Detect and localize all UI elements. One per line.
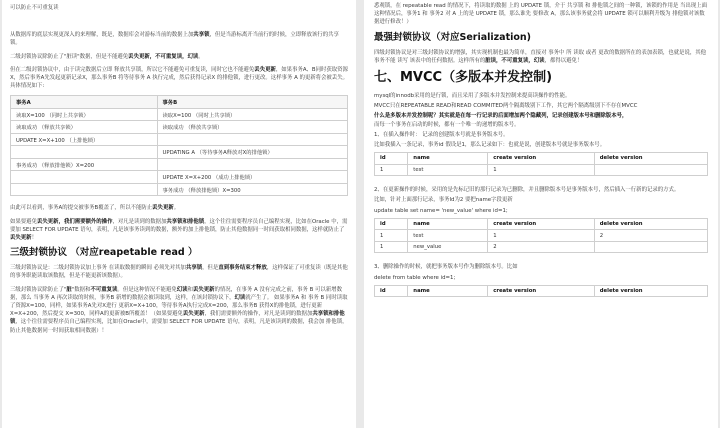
- paragraph-mvcc-def: 什么是多版本并发控制呢？其实就是在每一行记录的后面增加两个隐藏列，记录创建版本号和删除版本号， 而每一个事务在启动的时候，都有一个唯一的递增的版本号。: [374, 113, 628, 128]
- table-cell: test: [408, 164, 488, 176]
- sql-delete: delete from table where id=1;: [374, 274, 456, 281]
- insert-version-table: [374, 152, 708, 176]
- table-header-row: [375, 153, 708, 165]
- heading-serialization: 最强封锁协议（对应Serialization): [374, 31, 532, 43]
- table-cell: UPDATING A （等待事务A释放对X的排他锁）: [157, 146, 348, 159]
- table-header-cell: delete version: [594, 218, 707, 230]
- table-cell: 2: [594, 230, 707, 242]
- paragraph-delete: 3、删除操作的时候，就把事务版本号作为删除版本号。比如: [374, 264, 518, 271]
- table-cell: [157, 133, 348, 146]
- table-cell: 读取成功 （释放共享锁）: [157, 121, 348, 134]
- table-cell: new_value: [408, 241, 488, 253]
- table-row: [11, 146, 348, 159]
- table-cell: 1: [375, 241, 408, 253]
- table-header-cell: id: [375, 153, 408, 165]
- table-header-row: [11, 96, 348, 109]
- paragraph-level2-summary: 二级封锁协议除防止了"脏读"数据，但是不能避免丢失更新，不可重复读，幻读。: [10, 53, 204, 60]
- table-row: [375, 241, 708, 253]
- table-row: [375, 230, 708, 242]
- table-header-cell: delete version: [594, 153, 707, 165]
- table-header-row: [375, 218, 708, 230]
- table-cell: [11, 183, 158, 196]
- table-cell: [594, 164, 707, 176]
- table-row: [11, 183, 348, 196]
- lost-update-table: [10, 95, 348, 196]
- table-cell: [11, 171, 158, 184]
- table-row: [11, 133, 348, 146]
- table-header-cell: create version: [488, 285, 595, 297]
- table-header-cell: id: [375, 218, 408, 230]
- right-page: [364, 0, 718, 428]
- table-header-cell: create version: [488, 218, 595, 230]
- table-header-cell: 事务A: [11, 96, 158, 109]
- heading-level3-protocol: 三级封锁协议 （对应reapetable read ）: [10, 247, 198, 259]
- table-cell: test: [408, 230, 488, 242]
- table-cell: 事务成功 （释放排他锁）X=300: [157, 183, 348, 196]
- paragraph-innodb: mysql的innodb采用的是行锁，而且采用了多版本并发控制来提高读操作的性能。: [374, 93, 571, 100]
- table-header-row: [375, 285, 708, 297]
- paragraph-isolation: MVCC只在REPEATABLE READ和READ COMMITED两个隔离级别下工作，其它两个隔离级别下不存在MVCC: [374, 103, 638, 110]
- paragraph-update: 2、在更新操作的时候，采用的是先标记旧的那行记录为已删除，并且删除版本号是事务版本号，然后插入一行新的记录的方式。: [374, 187, 680, 194]
- table-row: [11, 171, 348, 184]
- table-cell: 读取成功 （释放共享锁）: [11, 121, 158, 134]
- intro-line: 可以防止不可重复读: [10, 5, 59, 11]
- table-header-cell: delete version: [594, 285, 707, 297]
- paragraph-update-lock: 悉观锁，在 repeatable read 的情况下，将读取的数据 上的 UPDATE 锁，介于 共享锁 和 排他锁之间的一种锁，该锁的作用是 当出现上面这种情况后，事务1 和 事务2 对 A 上的是 UPDATE 锁，那么谁先 要修改 A，那么该事务就会将 UPDATE 锁可以顺利升级为 排他锁对该数据进行修改！）: [374, 3, 707, 26]
- table-cell: [594, 241, 707, 253]
- table-row: [11, 108, 348, 121]
- table-cell: 读取X=100 （同时上共享锁）: [11, 108, 158, 121]
- table-row: [375, 164, 708, 176]
- table-header-cell: name: [408, 285, 488, 297]
- paragraph-level3-def: 三级封锁协议是：二级封锁协议加上事务 在读取数据的瞬间 必须先对其加共享锁，但是直到事务结束才释放，这样保证了可重复读（既是其他的事务职能读取该数据，但是不能更新该数据）。: [10, 265, 348, 280]
- paragraph-overwrite: 由此可以看到，事务A的提交被事务B覆盖了，所以不能防止丢失更新。: [10, 205, 180, 212]
- table-cell: 1: [375, 164, 408, 176]
- table-cell: 1: [488, 230, 595, 242]
- table-header-cell: id: [375, 285, 408, 297]
- paragraph-level4: 四级封锁协议是对三级封锁协议的增强，其实现机制也最为简单，直接对 事务中 所 读取 或者 更改的数据所在的表加表锁，也就是说，其他事务不能 读写 该表中的任何数据。这样所有的脏读，不可重复读，幻读，都得以避免！: [374, 49, 707, 64]
- paragraph-insert: 1、在插入操作时： 记录的创建版本号就是事务版本号。: [374, 131, 509, 138]
- table-cell: 事务成功 （释放排他锁）X=200: [11, 158, 158, 171]
- sql-update: update table set name= 'new_value' where id=1;: [374, 207, 508, 214]
- table-header-cell: name: [408, 153, 488, 165]
- paragraph-level2-detail: 但在二级封锁协议中，由于读完数据后立即 释放共享锁，所以它不能避免可重复读，同时它也不能避免丢失更新，如果事务A、B同时获取资源X，然后事务A先发起更新记录X，那么事务B 将等待事务 A 执行完成，然后获得记录X 的排他锁，进行更改。这样事务 A 的更新将会被丢失。 具体情况如下:: [10, 66, 348, 90]
- paragraph-shared-lock: 从数据库的底层实现更深入的来理解，既是，数据库会对游标当前的数据上加共享锁，但是当游标离开当前行的时候，立即释放该行的共享锁。: [10, 32, 339, 47]
- table-cell: 读取X=100 （同时上共享锁）: [157, 108, 348, 121]
- left-page: [2, 0, 356, 428]
- heading-mvcc: 七、MVCC（多版本并发控制): [374, 70, 553, 86]
- table-row: [11, 121, 348, 134]
- table-row: [11, 158, 348, 171]
- table-header-cell: 事务B: [157, 96, 348, 109]
- paragraph-update-example: 比如，针对上面那行记录，事务Id为2 要把name字段更新: [374, 197, 513, 204]
- paragraph-insert-example: 比如我插入一条记录，事务id 假设是1，那么记录如下：也就是说，创建版本号就是事务版本号。: [374, 142, 606, 149]
- table-cell: [11, 146, 158, 159]
- table-cell: UPDATE X=X+200 （成功上排他锁）: [157, 171, 348, 184]
- table-cell: 1: [375, 230, 408, 242]
- table-header-cell: create version: [488, 153, 595, 165]
- table-cell: UPDATE X=X+100 （上排他锁）: [11, 133, 158, 146]
- table-cell: [157, 158, 348, 171]
- table-cell: 1: [488, 164, 595, 176]
- update-version-table: [374, 218, 708, 254]
- paragraph-level3-detail: 三级封锁协议除防止了"脏"数据和不可重复读。但是这种情况不能避免幻读和丢失更新的情况，在事务 A 没有完成之前，事务 B 可以新增数据，那么 当事务 A 再次读取的时候，事务B 新增的数据会被读取到，这样，在该封锁协议下，幻读就产生了。 如果事务A 和 事务 B 同时读取了资源X=100，同样，如果事务A先对X进行 更新X=X+100，等待事务A执行完成X=200，那么事务B 获得X的排他锁，进行更新 X=X+200，然后提交 X=300，同样A的更新被B所覆盖！（如果要避免丢失更新，我们需要额外的操作，对凡是读到的数据加共享锁和排他锁，这个往往需要程序员自己编程实现，比如在Oracle中，需要加 SELECT FOR UPDATE 语句，表明，凡是该读到的数据，我会加 排他锁，防止其他数据同一时间获取相同数据）！: [10, 286, 348, 334]
- delete-version-table: [374, 285, 708, 298]
- table-header-cell: name: [408, 218, 488, 230]
- table-cell: 2: [488, 241, 595, 253]
- paragraph-avoid-lost-update: 如果要避免丢失更新，我们需要额外的操作，对凡是读到的数据加共享锁和排他锁，这个往往需要程序员自己编程实现，比如在Oracle 中，需要加 SELECT FOR UPDATE 语句，表明，凡是该事务读到的数据，额外的加上排他锁，防止其他数据同一时间获取相同数据，这样就防止了丢失更新！: [10, 218, 348, 242]
